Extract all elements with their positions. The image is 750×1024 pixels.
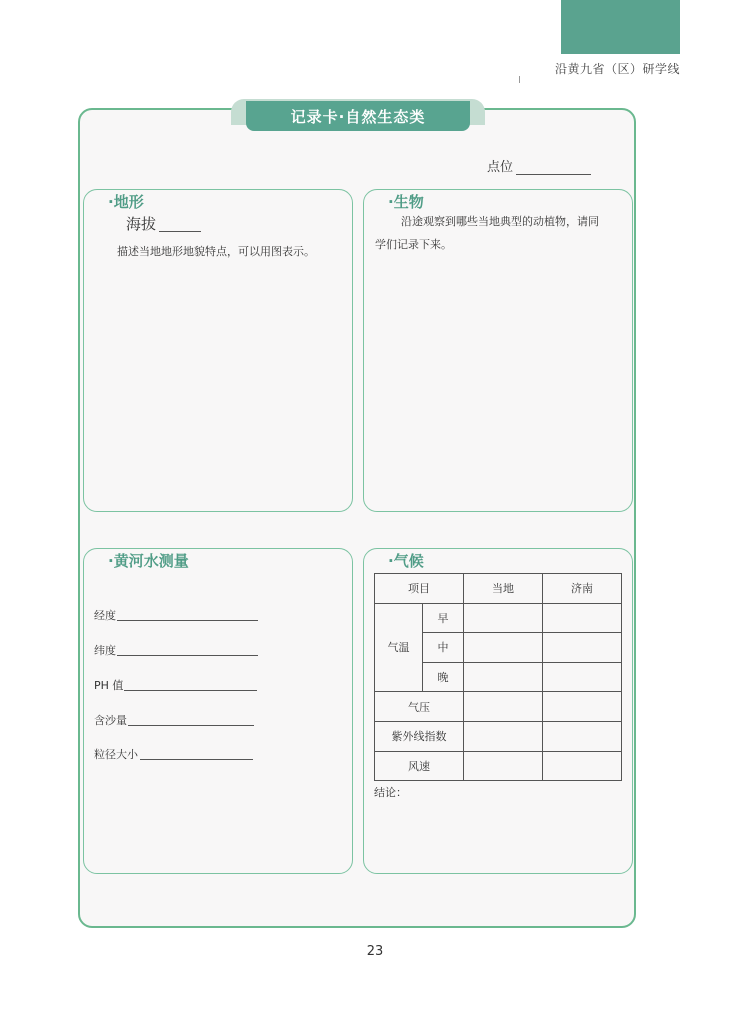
wind-speed-label: 风速	[375, 751, 464, 781]
longitude-fill-line[interactable]	[117, 620, 258, 621]
temperature-label: 气温	[375, 603, 423, 692]
header-item: 项目	[375, 574, 464, 604]
longitude-label: 经度	[94, 609, 116, 622]
climate-table	[374, 573, 622, 781]
card-title: 记录卡·自然生态类	[246, 101, 470, 131]
sediment-fill-line[interactable]	[128, 725, 254, 726]
header-local: 当地	[464, 574, 543, 604]
table-cell[interactable]	[543, 633, 622, 663]
time-noon: 中	[423, 633, 464, 663]
header-jinan: 济南	[543, 574, 622, 604]
table-cell[interactable]	[543, 721, 622, 751]
table-cell[interactable]	[464, 662, 543, 692]
conclusion-label: 结论：	[374, 786, 407, 799]
grain-size-label: 粒径大小	[94, 748, 138, 761]
running-header: 沿黄九省（区）研学线	[554, 62, 680, 76]
table-row	[375, 692, 622, 722]
table-cell[interactable]	[543, 692, 622, 722]
point-fill-line[interactable]	[516, 174, 591, 175]
biology-instruction-line1: 沿途观察到哪些当地典型的动植物，请同	[401, 215, 599, 228]
table-row	[375, 721, 622, 751]
ph-label: PH 值	[94, 679, 124, 692]
table-cell[interactable]	[464, 633, 543, 663]
biology-title: ·生物	[388, 193, 424, 211]
time-morning: 早	[423, 603, 464, 633]
pressure-label: 气压	[375, 692, 464, 722]
table-cell[interactable]	[543, 751, 622, 781]
terrain-title: ·地形	[108, 193, 144, 211]
table-row	[375, 574, 622, 604]
river-title: ·黄河水测量	[108, 552, 189, 570]
corner-tab	[561, 0, 680, 54]
terrain-panel	[83, 189, 353, 512]
elevation-fill-line[interactable]	[159, 231, 201, 232]
elevation-label: 海拔	[126, 215, 157, 233]
latitude-fill-line[interactable]	[117, 655, 258, 656]
table-row	[375, 751, 622, 781]
table-cell[interactable]	[464, 692, 543, 722]
ph-fill-line[interactable]	[124, 690, 257, 691]
climate-title: ·气候	[388, 552, 424, 570]
table-cell[interactable]	[464, 603, 543, 633]
table-cell[interactable]	[543, 603, 622, 633]
latitude-label: 纬度	[94, 644, 116, 657]
time-evening: 晚	[423, 662, 464, 692]
uv-index-label: 紫外线指数	[375, 721, 464, 751]
tick-mark	[519, 76, 520, 83]
table-cell[interactable]	[464, 721, 543, 751]
table-row	[375, 603, 622, 633]
biology-instruction-line2: 学们记录下来。	[375, 238, 452, 251]
grain-size-fill-line[interactable]	[140, 759, 253, 760]
terrain-instruction: 描述当地地形地貌特点，可以用图表示。	[117, 245, 315, 258]
table-cell[interactable]	[543, 662, 622, 692]
river-panel	[83, 548, 353, 874]
table-cell[interactable]	[464, 751, 543, 781]
point-label: 点位	[487, 160, 514, 175]
page-number: 23	[366, 944, 384, 959]
sediment-label: 含沙量	[94, 714, 127, 727]
